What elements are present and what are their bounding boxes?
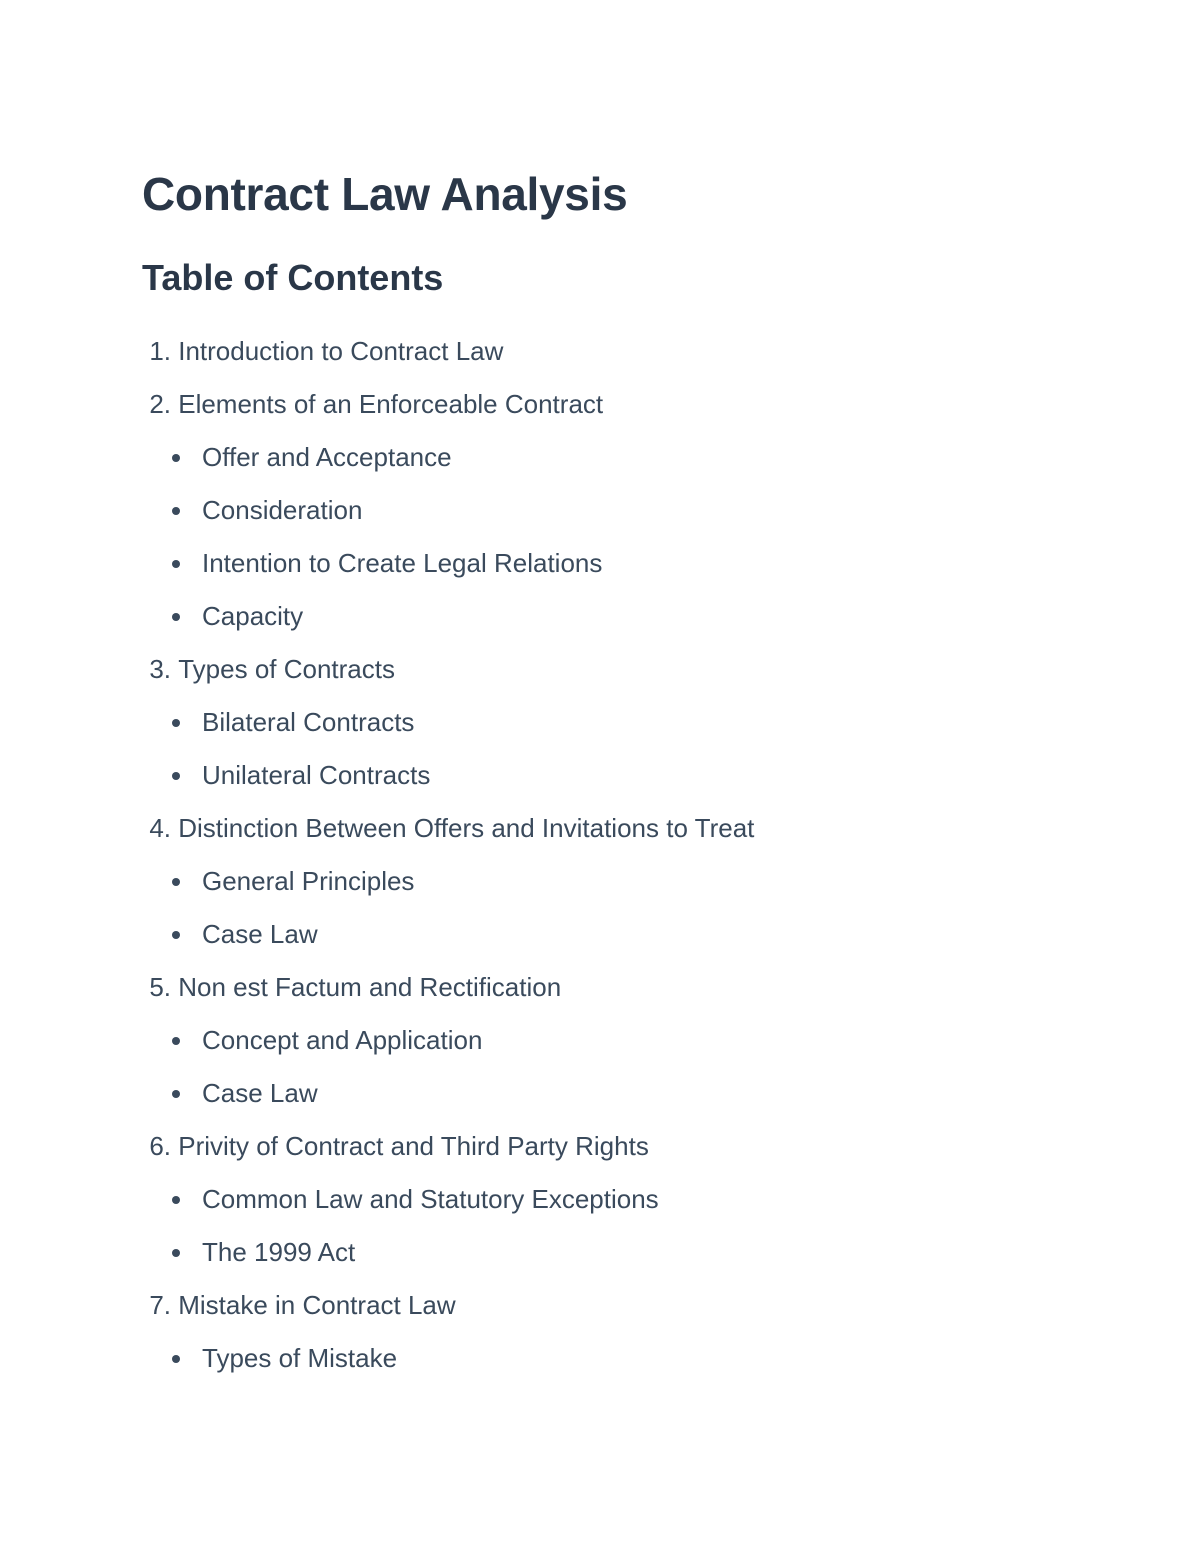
toc-item-number: 5. xyxy=(149,972,171,1002)
bullet-icon xyxy=(172,772,180,780)
toc-subitem xyxy=(142,1067,1042,1120)
toc-subitem xyxy=(142,749,1042,802)
toc-item-label: Intention to Create Legal Relations xyxy=(202,548,603,578)
toc-item-number: 6. xyxy=(149,1131,171,1161)
toc-item xyxy=(142,643,1042,696)
bullet-icon xyxy=(172,1249,180,1257)
toc-subitem xyxy=(142,1332,1042,1385)
bullet-icon xyxy=(172,454,180,462)
toc-item-label: General Principles xyxy=(202,866,415,896)
toc-subitem xyxy=(142,537,1042,590)
toc-subitem xyxy=(142,1173,1042,1226)
toc-item-label: Mistake in Contract Law xyxy=(171,1290,456,1320)
toc-heading: Table of Contents xyxy=(142,257,444,298)
bullet-icon xyxy=(172,1196,180,1204)
toc-item-label: The 1999 Act xyxy=(202,1237,356,1267)
bullet-icon xyxy=(172,1355,180,1363)
toc-item-label: Types of Contracts xyxy=(171,654,395,684)
toc-item-label: Introduction to Contract Law xyxy=(171,336,504,366)
toc-subitem xyxy=(142,696,1042,749)
toc-item xyxy=(142,1120,1042,1173)
bullet-icon xyxy=(172,719,180,727)
toc-item-label: Case Law xyxy=(202,919,318,949)
toc-item-label: Common Law and Statutory Exceptions xyxy=(202,1184,659,1214)
bullet-icon xyxy=(172,560,180,568)
toc-item-number: 7. xyxy=(149,1290,171,1320)
bullet-icon xyxy=(172,1090,180,1098)
bullet-icon xyxy=(172,613,180,621)
document-title: Contract Law Analysis xyxy=(142,168,628,220)
toc-item-label: Offer and Acceptance xyxy=(202,442,452,472)
toc-subitem xyxy=(142,431,1042,484)
toc-item-number: 2. xyxy=(149,389,171,419)
toc-subitem xyxy=(142,1226,1042,1279)
toc-item-label: Bilateral Contracts xyxy=(202,707,415,737)
toc-item-label: Case Law xyxy=(202,1078,318,1108)
bullet-icon xyxy=(172,878,180,886)
toc-item-label: Capacity xyxy=(202,601,304,631)
toc-item-number: 3. xyxy=(149,654,171,684)
toc-item-number: 1. xyxy=(149,336,171,366)
toc-item xyxy=(142,325,1042,378)
toc-item xyxy=(142,1279,1042,1332)
toc-item-label: Privity of Contract and Third Party Rights xyxy=(171,1131,649,1161)
toc-item-number: 4. xyxy=(149,813,171,843)
toc-item xyxy=(142,802,1042,855)
toc-subitem xyxy=(142,855,1042,908)
toc-item-label: Consideration xyxy=(202,495,363,525)
toc-subitem xyxy=(142,1014,1042,1067)
toc-item-label: Distinction Between Offers and Invitations to Treat xyxy=(171,813,755,843)
toc-item xyxy=(142,961,1042,1014)
toc-subitem xyxy=(142,590,1042,643)
bullet-icon xyxy=(172,931,180,939)
toc-subitem xyxy=(142,908,1042,961)
table-of-contents xyxy=(142,325,1042,1385)
bullet-icon xyxy=(172,1037,180,1045)
toc-item-label: Types of Mistake xyxy=(202,1343,398,1373)
toc-item-label: Non est Factum and Rectification xyxy=(171,972,562,1002)
toc-item-label: Elements of an Enforceable Contract xyxy=(171,389,604,419)
toc-item-label: Unilateral Contracts xyxy=(202,760,431,790)
toc-subitem xyxy=(142,484,1042,537)
toc-item-label: Concept and Application xyxy=(202,1025,483,1055)
bullet-icon xyxy=(172,507,180,515)
toc-item xyxy=(142,378,1042,431)
